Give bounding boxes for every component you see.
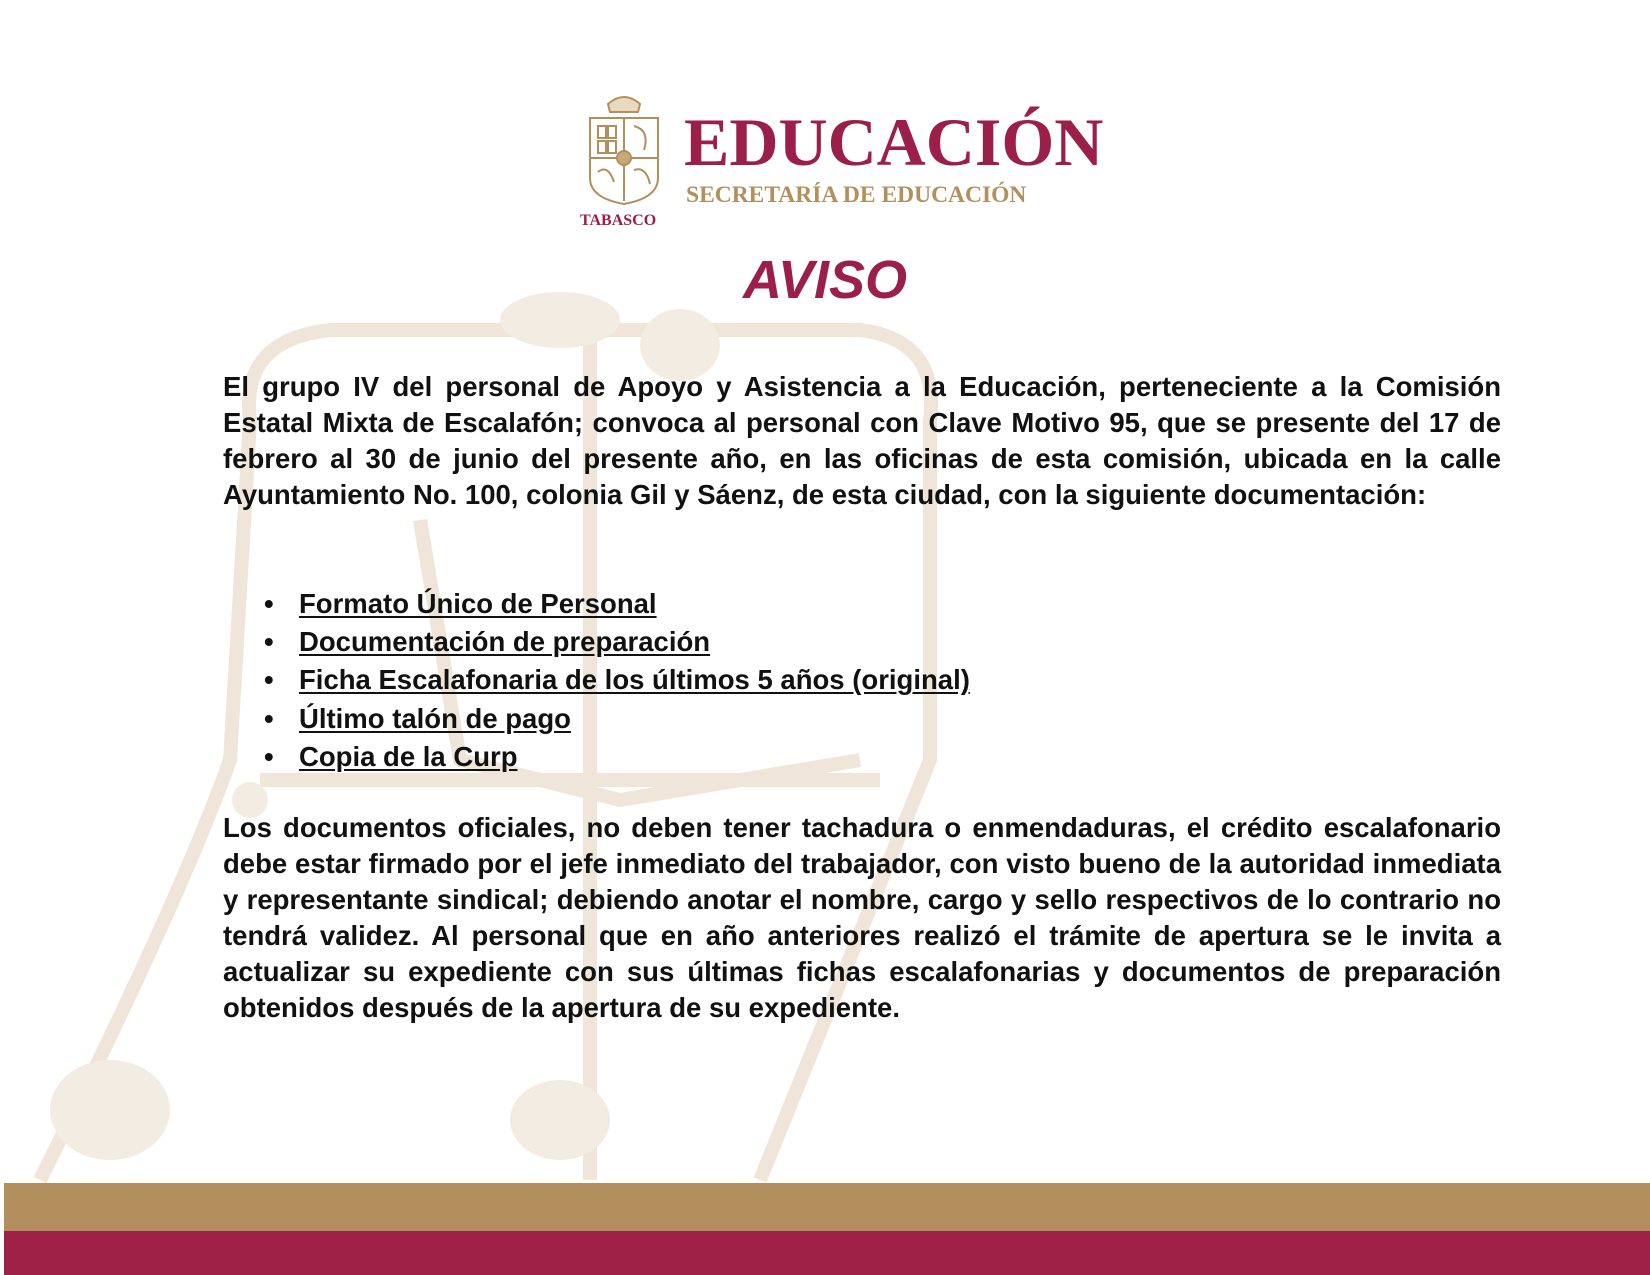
list-item: [264, 738, 970, 776]
footer-gold-band: [4, 1183, 1650, 1231]
intro-paragraph: El grupo IV del personal de Apoyo y Asistencia a la Educación, perteneciente a la Comisión Estatal Mixta de Escalafón; convoca al personal con Clave Motivo 95, que se presente del 17 de febrero al 30 de junio del presente año, en las oficinas de esta comisión, ubicada en la calle Ayuntamiento No. 100, colonia Gil y Sáenz, de esta ciudad, con la siguiente documentación:: [223, 371, 1501, 510]
brand-title: EDUCACIÓN: [684, 104, 1104, 180]
document-label: Documentación de preparación: [299, 626, 711, 658]
notice-title: AVISO: [742, 250, 908, 310]
list-item: [264, 585, 970, 623]
brand-subtitle: SECRETARÍA DE EDUCACIÓN: [686, 182, 1027, 208]
list-item: [264, 661, 970, 699]
bullet-icon: •: [264, 740, 274, 772]
list-item: [264, 623, 970, 661]
tabasco-coat-of-arms-icon: [584, 86, 664, 210]
conditions-paragraph: Los documentos oficiales, no deben tener tachadura o enmendaduras, el crédito escalafonario debe estar firmado por el jefe inmediato del trabajador, con visto bueno de la autoridad inmediata y representante sindical; debiendo anotar el nombre, cargo y sello respectivos de lo contrario no tendrá validez. Al personal que en año anteriores realizó el trámite de apertura se le invita a actualizar su expediente con sus últimas fichas escalafonarias y documentos de preparación obtenidos después de la apertura de su expediente.: [223, 812, 1501, 1023]
bullet-icon: •: [264, 626, 274, 658]
document-label: Copia de la Curp: [299, 740, 518, 772]
footer-red-band: [4, 1231, 1650, 1275]
bullet-icon: •: [264, 702, 274, 734]
bullet-icon: •: [264, 588, 274, 619]
document-label: Último talón de pago: [299, 702, 571, 734]
brand-state: TABASCO: [580, 212, 657, 229]
bullet-icon: •: [264, 664, 274, 696]
required-documents-list: [264, 585, 970, 776]
document-label: Ficha Escalafonaria de los últimos 5 años (original): [299, 664, 970, 696]
document-label: Formato Único de Personal: [299, 588, 657, 619]
list-item: [264, 700, 970, 738]
